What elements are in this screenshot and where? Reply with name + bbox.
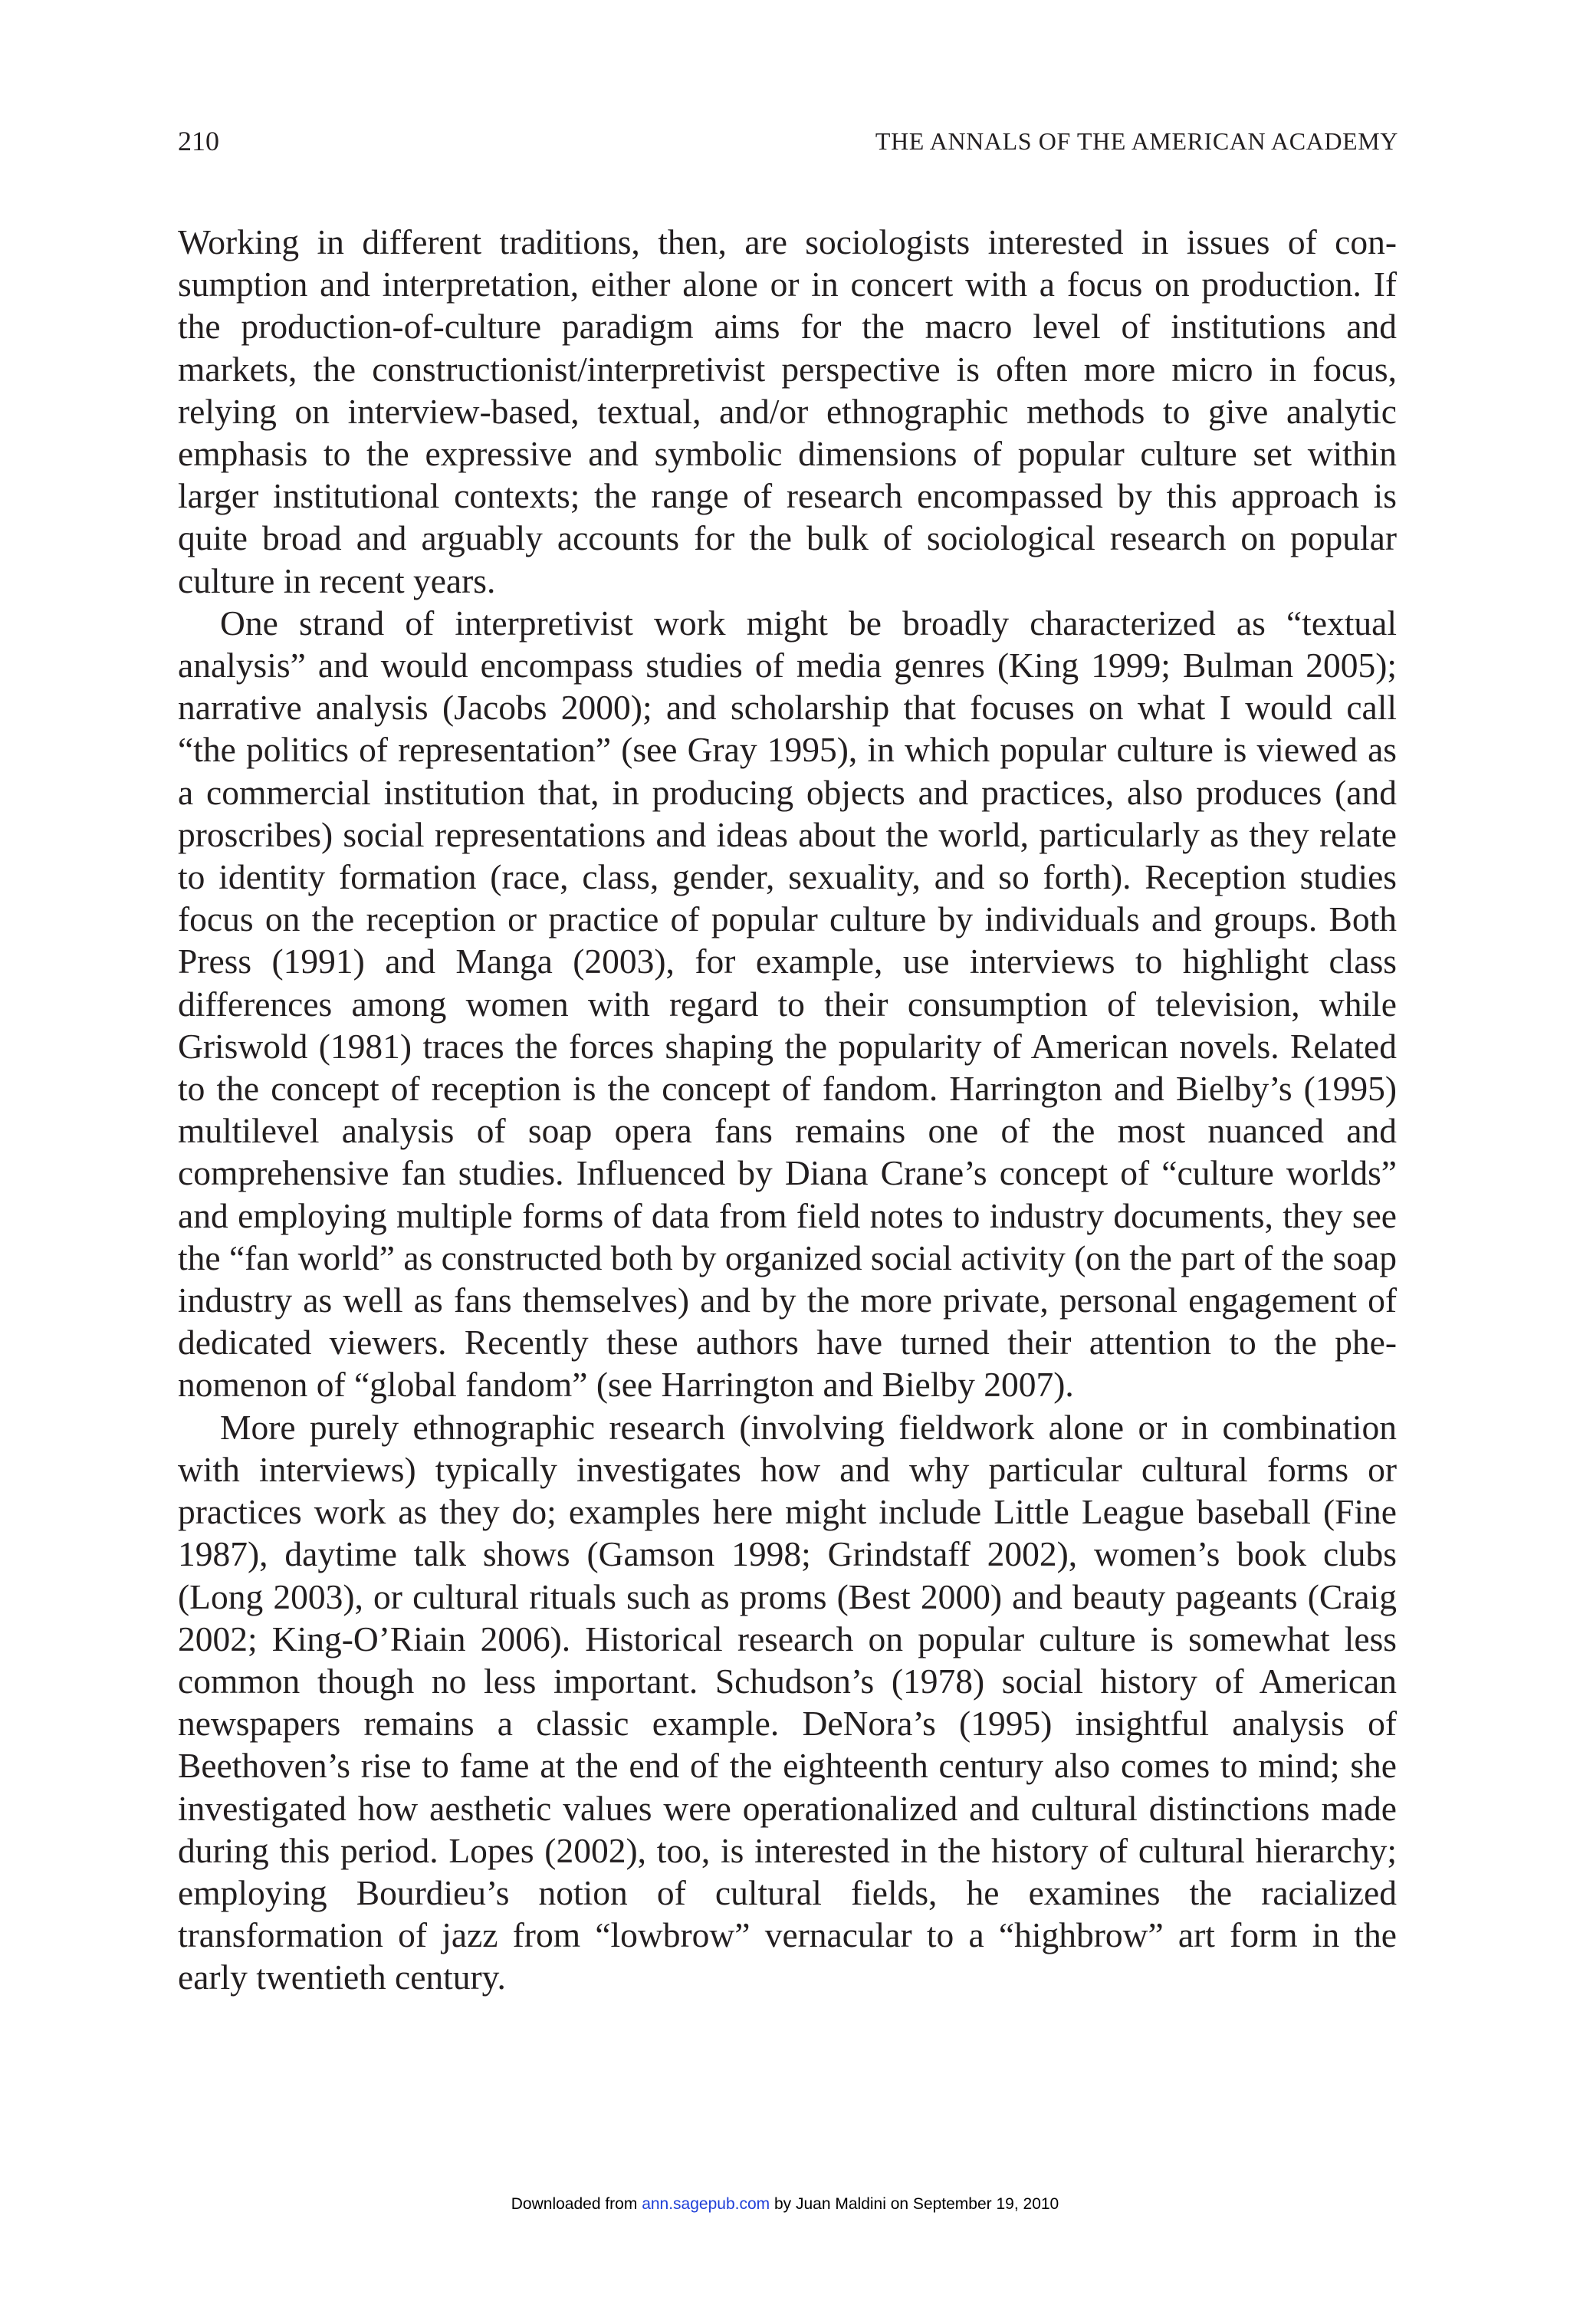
page-number: 210 (178, 126, 219, 156)
body-paragraph-3: More purely ethnographic research (involving fieldwork alone or in combination with interviews) typically investigates how and why particular cultural forms or practices work as they do; examples here might include Little League baseball (Fine 1987), daytime talk shows (Gamson 1998; Grindstaff 2002), women’s book clubs (Long 2003), or cultural rituals such as proms (Best 2000) and beauty pageants (Craig 2002; King-O’Riain 2006). Historical research on popular culture is somewhat less common though no less important. Schudson’s (1978) social history of American newspapers remains a classic example. DeNora’s (1995) insightful analysis of Beethoven’s rise to fame at the end of the eighteenth century also comes to mind; she investigated how aesthetic values were operationalized and cultural distinctions made during this period. Lopes (2002), too, is interested in the history of cultural hierarchy; employing Bourdieu’s notion of cultural fields, he examines the racialized transformation of jazz from “lowbrow” vernacular to a “highbrow” art form in the early twentieth century. (178, 1407, 1397, 1997)
footer-prefix: Downloaded from (511, 2195, 642, 2213)
body-paragraph-2: One strand of interpretivist work might be broadly characterized as “textual analysis” and would encompass studies of media genres (King 1999; Bulman 2005); narrative analysis (Jacobs 2000); and scholarship that focuses on what I would call “the politics of representation” (see Gray 1995), in which popular culture is viewed as a commercial institution that, in producing objects and practices, also produces (and proscribes) social representations and ideas about the world, particularly as they relate to identity formation (race, class, gender, sexuality, and so forth). Reception studies focus on the reception or practice of popular culture by individuals and groups. Both Press (1991) and Manga (2003), for example, use interviews to highlight class differences among women with regard to their consumption of television, while Griswold (1981) traces the forces shaping the popularity of American novels. Related to the concept of reception is the concept of fandom. Harrington and Bielby’s (1995) multilevel analysis of soap opera fans remains one of the most nuanced and comprehensive fan studies. Influenced by Diana Crane’s concept of “culture worlds” and employing multiple forms of data from field notes to industry documents, they see the “fan world” as constructed both by organized social activity (on the part of the soap industry as well as fans themselves) and by the more private, personal engagement of dedicated viewers. Recently these authors have turned their attention to the phenomenon of “global fandom” (see Harrington and Bielby 2007). (178, 603, 1397, 1405)
running-head-journal-title: THE ANNALS OF THE AMERICAN ACADEMY (875, 127, 1398, 155)
article-body (178, 221, 1397, 1999)
footer-suffix: by Juan Maldini on September 19, 2010 (770, 2195, 1059, 2213)
footer-source-link[interactable]: ann.sagepub.com (642, 2195, 770, 2213)
body-paragraph-1: Working in different traditions, then, are sociologists interested in issues of consumption and interpretation, either alone or in concert with a focus on production. If the production-of-culture paradigm aims for the macro level of institutions and markets, the constructionist/interpretivist perspective is often more micro in focus, relying on interview-based, textual, and/or ethnographic methods to give analytic emphasis to the expressive and symbolic dimensions of popular culture set within larger institutional contexts; the range of research encompassed by this approach is quite broad and arguably accounts for the bulk of sociological research on popular culture in recent years. (178, 222, 1397, 600)
download-footer (0, 2194, 1570, 2214)
